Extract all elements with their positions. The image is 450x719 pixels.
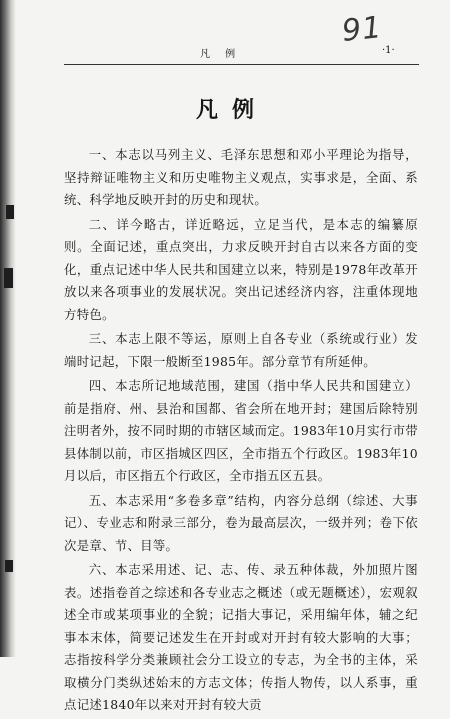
paragraph-5: 五、本志采用“多卷多章”结构，内容分总纲（综述、大事记）、专业志和附录三部分，卷为最高层次，一级并列；卷下依次是章、节、目等。 bbox=[64, 492, 418, 553]
paragraph-1: 一、本志以马列主义、毛泽东思想和邓小平理论为指导，坚持辩证唯物主义和历史唯物主义观点，实事求是，全面、系统、科学地反映开封的历史和现状。 bbox=[64, 147, 418, 207]
page-title: 凡例 bbox=[195, 98, 268, 123]
header-rule bbox=[64, 64, 419, 65]
scan-speck bbox=[6, 205, 14, 219]
body-text bbox=[64, 144, 418, 719]
paragraph-3: 三、本志上限不等运，原则上自各专业（系统或行业）发端时记起，下限一般断至1985年。部分章节有所延伸。 bbox=[64, 331, 418, 369]
paragraph-4: 四、本志所记地域范围，建国（指中华人民共和国建立）前是指府、州、县治和国都、省会所在地开封；建国后除特别注明者外，按不同时期的市辖区域而定。1983年10月实行市带县体制以前，市区指城区四区，全市指五个行政区。1983年10月以后，市区指五个行政区，全市指五区五县。 bbox=[64, 378, 418, 483]
scan-speck bbox=[5, 560, 13, 572]
page-number: ·1· bbox=[382, 45, 395, 56]
scan-speck bbox=[4, 268, 13, 288]
paragraph-6: 六、本志采用述、记、志、传、录五种体裁，外加照片图表。述指卷首之综述和各专业志之概述（或无题概述），宏观叙述全市或某项事业的全貌；记指大事记，采用编年体，辅之纪事本末体，简要记述发生在开封或对开封有较大影响的大事；志指按科学分类兼顾社会分工设立的专志，为全书的主体，采取横分门类纵述始末的方志文体；传指人物传，以人系事，重点记述1840年以来对开封有较大贡 bbox=[64, 562, 418, 712]
paragraph-2: 二、详今略古，详近略远，立足当代，是本志的编纂原则。全面记述，重点突出，力求反映开封自古以来各方面的变化，重点记述中华人民共和国建立以来，特别是1978年改革开放以来各项事业的发展状况。突出记述经济内容，注重体现地方特色。 bbox=[64, 216, 418, 322]
running-header-title: 凡 例 bbox=[200, 49, 242, 60]
handwritten-page-note: 91 bbox=[340, 9, 384, 50]
